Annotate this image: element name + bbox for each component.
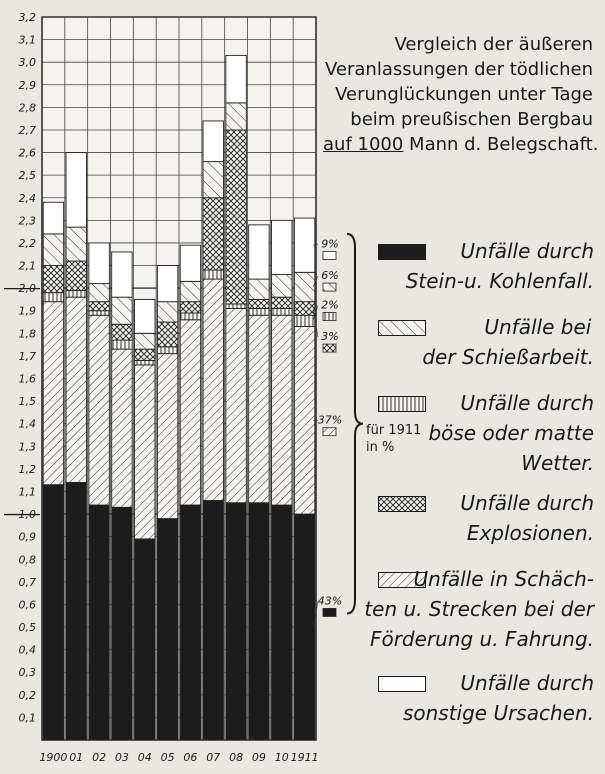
bar-segment (180, 245, 200, 281)
percent-label: 37% (317, 413, 343, 427)
x-tick-label: 1911 (290, 751, 319, 764)
y-tick-label: 1,6 (18, 372, 36, 386)
x-tick-label: 1900 (39, 751, 68, 764)
y-tick-label: 2,8 (18, 101, 36, 115)
bar-segment (203, 270, 223, 279)
y-tick-label: 0,8 (18, 553, 36, 567)
bar-segment (180, 281, 200, 301)
bar-segment (43, 234, 63, 266)
title-underlined: auf 1000 (323, 134, 404, 155)
legend-label: Förderung u. Fahrung. (369, 627, 594, 651)
y-tick-label: 1,1 (18, 485, 36, 499)
bar-segment (135, 539, 155, 740)
bar-segment (180, 505, 200, 740)
legend (364, 236, 600, 744)
bar-segment (203, 162, 223, 198)
bar-segment (43, 302, 63, 485)
bar-segment (89, 243, 109, 284)
bar-segment (294, 302, 314, 316)
y-tick-label: 2,5 (18, 169, 36, 183)
bar-segment (249, 299, 269, 308)
bar-segment (66, 297, 86, 482)
title-rest: Mann d. Belegschaft. (403, 134, 599, 155)
bar-segment (66, 261, 86, 290)
y-tick-label: 3,2 (18, 11, 36, 24)
y-tick-label: 2,7 (18, 123, 36, 137)
bar-segment (135, 333, 155, 349)
bar-segment (112, 324, 132, 340)
legend-item (372, 668, 600, 744)
legend-label: Stein-u. Kohlenfall. (405, 269, 594, 293)
x-tick-label: 08 (229, 751, 244, 764)
legend-swatch-diag-wide (378, 320, 426, 336)
y-tick-label: 0,6 (18, 598, 36, 612)
percent-swatch (323, 428, 336, 436)
percent-label: 2% (321, 298, 339, 312)
chart-title (323, 32, 599, 157)
bar-segment (135, 365, 155, 539)
y-tick-label: 1,4 (18, 417, 36, 431)
bar-segment (89, 284, 109, 302)
bar-segment (157, 322, 177, 347)
bar-segment (66, 482, 86, 740)
y-tick-label: 0,9 (18, 530, 36, 544)
bar-segment (66, 290, 86, 297)
bar-segment (157, 347, 177, 354)
bar-segment (226, 308, 246, 502)
x-tick-label: 06 (183, 751, 198, 764)
bar-segment (203, 279, 223, 500)
percent-swatch (323, 283, 336, 291)
legend-label: der Schießarbeit. (422, 345, 594, 369)
x-tick-label: 05 (160, 751, 175, 764)
brace-label-line1: für 1911 (366, 423, 422, 438)
legend-item (372, 488, 600, 564)
bar-segment (272, 315, 292, 505)
bar-segment (226, 55, 246, 102)
bar-segment (203, 501, 223, 740)
bar-segment (89, 302, 109, 311)
legend-label: Wetter. (521, 451, 594, 475)
bar-segment (135, 349, 155, 360)
bar-segment (112, 252, 132, 297)
percent-label: 43% (317, 594, 343, 608)
y-tick-label: 2,9 (18, 78, 36, 92)
brace (347, 234, 363, 614)
legend-label: sonstige Ursachen. (402, 701, 594, 725)
y-tick-label: 3,1 (18, 33, 36, 47)
bar-segment (43, 266, 63, 293)
y-tick-label: 1,7 (18, 349, 36, 363)
bar-segment (294, 327, 314, 515)
bar-segment (180, 302, 200, 313)
bar-segment (272, 220, 292, 274)
bar-segment (226, 130, 246, 304)
legend-label: böse oder matte (428, 421, 594, 445)
bar-segment (272, 297, 292, 308)
y-tick-label: 1,3 (18, 440, 36, 454)
bar-segment (135, 360, 155, 365)
bar-segment (294, 272, 314, 301)
y-tick-label: 0,7 (18, 575, 36, 589)
percent-swatch (323, 251, 336, 259)
title-line (323, 132, 599, 157)
legend-item (372, 312, 600, 388)
x-tick-label: 02 (92, 751, 107, 764)
bar-segment (249, 315, 269, 503)
bar-segment (180, 313, 200, 320)
percent-label: 6% (321, 269, 339, 283)
y-tick-label: 1,9 (18, 304, 36, 318)
y-tick-label: 2,4 (18, 191, 36, 205)
bar-segment (157, 519, 177, 740)
bar-segment (249, 279, 269, 299)
y-tick-label: 2,6 (18, 146, 36, 160)
y-tick-label: 2,2 (18, 236, 36, 250)
legend-item (372, 236, 600, 312)
bar-segment (249, 225, 269, 279)
x-tick-label: 09 (251, 751, 266, 764)
x-tick-label: 01 (69, 751, 84, 764)
bar-segment (112, 340, 132, 349)
bar-segment (203, 198, 223, 270)
bar-segment (294, 218, 314, 272)
y-tick-label: 2,0 (18, 282, 36, 296)
title-line: Verunglückungen unter Tage (335, 84, 593, 105)
bar-segment (66, 227, 86, 261)
percent-swatch (323, 312, 336, 320)
x-tick-label: 03 (114, 751, 129, 764)
title-line: Veranlassungen der tödlichen (325, 59, 593, 80)
y-tick-label: 2,3 (18, 214, 36, 228)
brace-label-line2: in % (366, 440, 395, 455)
bar-segment (226, 103, 246, 130)
legend-label: ten u. Strecken bei der (364, 597, 594, 621)
bar-segment (294, 514, 314, 740)
legend-item (364, 564, 600, 668)
bar-segment (272, 505, 292, 740)
legend-item (372, 388, 600, 488)
bar-segment (294, 315, 314, 326)
bar-segment (66, 153, 86, 228)
y-tick-label: 1,5 (18, 395, 36, 409)
bar-segment (249, 308, 269, 315)
y-tick-label: 1,8 (18, 327, 36, 341)
bar-segment (226, 503, 246, 740)
bar-segment (157, 354, 177, 519)
percent-swatch (323, 608, 336, 616)
percent-swatch (323, 344, 336, 352)
bar-segment (157, 266, 177, 302)
y-tick-label: 2,1 (18, 259, 36, 273)
percent-label: 3% (321, 330, 339, 344)
y-tick-label: 0,5 (18, 621, 36, 635)
bar-segment (43, 485, 63, 740)
y-tick-label: 3,0 (18, 56, 36, 70)
legend-label: Unfälle durch (460, 391, 594, 415)
bar-segment (272, 308, 292, 315)
y-tick-label: 1,2 (18, 462, 36, 476)
bar-segment (43, 293, 63, 302)
legend-label: Unfälle bei (484, 315, 592, 339)
bar-segment (135, 299, 155, 333)
bar-segment (43, 202, 63, 234)
bar-segment (89, 315, 109, 505)
title-line: Vergleich der äußeren (394, 34, 593, 55)
legend-label: Explosionen. (466, 521, 594, 545)
legend-label: Unfälle durch (460, 671, 594, 695)
x-tick-label: 04 (137, 751, 152, 764)
bar-segment (112, 349, 132, 507)
bar-segment (203, 121, 223, 162)
bar-segment (112, 507, 132, 740)
bar-segment (89, 505, 109, 740)
x-tick-label: 07 (206, 751, 221, 764)
bar-segment (180, 320, 200, 505)
bar-segment (89, 311, 109, 316)
percent-label: 9% (321, 237, 339, 251)
legend-label: Unfälle durch (460, 239, 594, 263)
bar-segment (272, 275, 292, 298)
y-tick-label: 0,3 (18, 666, 36, 680)
y-tick-label: 0,1 (18, 711, 36, 725)
y-tick-label: 0,4 (18, 643, 36, 657)
bar-segment (157, 302, 177, 322)
bar-segment (226, 304, 246, 309)
legend-label: Unfälle in Schäch- (413, 567, 594, 591)
bar-segment (249, 503, 269, 740)
x-tick-label: 10 (274, 751, 289, 764)
y-tick-label: 1,0 (18, 508, 36, 522)
y-tick-label: 0,2 (18, 688, 36, 702)
bar-segment (112, 297, 132, 324)
title-line: beim preußischen Bergbau (350, 109, 593, 130)
legend-label: Unfälle durch (460, 491, 594, 515)
